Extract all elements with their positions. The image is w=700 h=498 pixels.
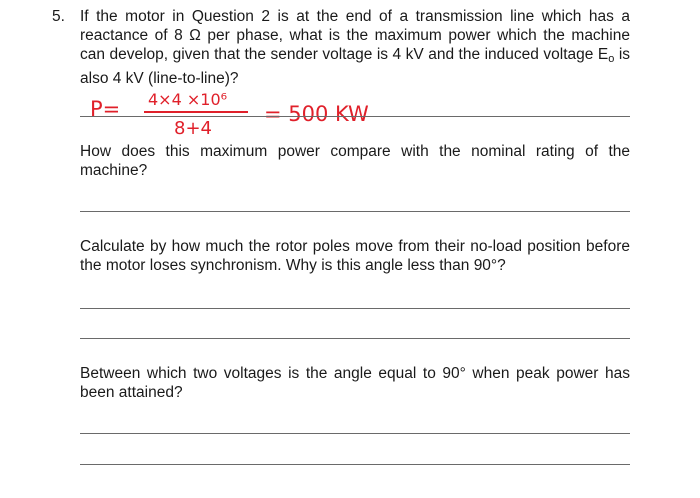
handwritten-denominator: 8+4 [174, 118, 212, 139]
question-number: 5. [52, 8, 65, 25]
followup-question-3: Between which two voltages is the angle equal to 90° when peak power has been attained? [80, 365, 630, 401]
answer-line [80, 308, 630, 309]
question-text-end: is also 4 kV (line-to-line)? [80, 46, 631, 87]
followup-question-1: How does this maximum power compare with the nominal rating of the machine? [80, 143, 630, 179]
handwritten-result: = 500 KW [264, 102, 369, 126]
question-text-main: If the motor in Question 2 is at the end of a transmission line which has a reactance of 8 Ω per phase, what is the maximum power which the machine can develop, given that the sender voltage is 4 kV and the induced voltage E [80, 8, 630, 63]
answer-line [80, 116, 630, 117]
answer-line [80, 433, 630, 434]
question-text [80, 7, 630, 88]
answer-line [80, 338, 630, 339]
handwritten-p-label: P= [90, 97, 121, 121]
answer-line [80, 464, 630, 465]
handwritten-answer [80, 82, 410, 142]
question-subscript: o [608, 53, 615, 65]
answer-line [80, 211, 630, 212]
handwritten-numerator: 4×4 ×10⁶ [148, 90, 228, 109]
followup-question-2: Calculate by how much the rotor poles move from their no-load position before the motor loses synchronism. Why is this angle less than 90°? [80, 238, 630, 274]
